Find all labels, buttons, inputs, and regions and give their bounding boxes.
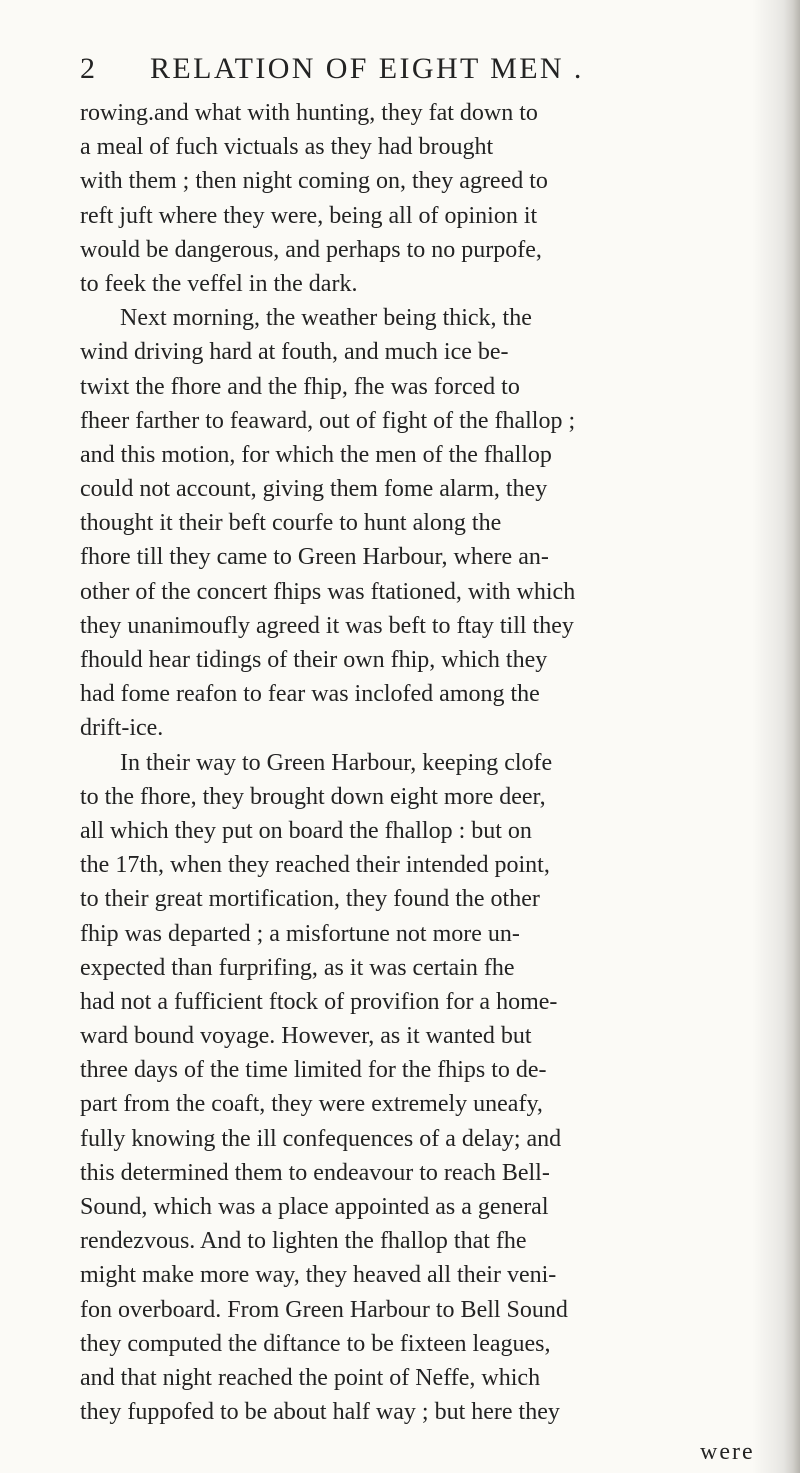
page-number: 2 bbox=[80, 52, 96, 85]
text-line: a meal of fuch victuals as they had brought bbox=[80, 134, 494, 161]
text-line: fhip was departed ; a misfortune not more un- bbox=[80, 920, 520, 947]
text-line: the 17th, when they reached their intended point, bbox=[80, 852, 550, 879]
text-line: fhould hear tidings of their own fhip, which they bbox=[80, 647, 548, 673]
text-line: Sound, which was a place appointed as a general bbox=[80, 1194, 549, 1220]
text-line: fully knowing the ill confequences of a delay; and bbox=[80, 1125, 562, 1152]
text-line: reft juft where they were, being all of opinion it bbox=[80, 202, 538, 229]
text-line: rendezvous. And to lighten the fhallop that fhe bbox=[80, 1228, 527, 1255]
text-line: with them ; then night coming on, they agreed to bbox=[80, 168, 548, 195]
text-line: fheer farther to feaward, out of fight of the fhallop ; bbox=[80, 407, 576, 434]
paragraph-start-line: In their way to Green Harbour, keeping clofe bbox=[120, 749, 553, 776]
body-text bbox=[80, 96, 770, 1429]
text-line: had not a fufficient ftock of provifion for a home- bbox=[80, 988, 558, 1015]
text-line: this determined them to endeavour to reach Bell- bbox=[80, 1159, 550, 1186]
text-line: part from the coaft, they were extremely uneafy, bbox=[80, 1091, 543, 1118]
text-line: would be dangerous, and perhaps to no purpofe, bbox=[80, 236, 542, 263]
text-line: ward bound voyage. However, as it wanted but bbox=[80, 1023, 532, 1050]
text-line: to feek the veffel in the dark. bbox=[80, 270, 358, 297]
text-line: they unanimoufly agreed it was beft to ftay till they bbox=[80, 612, 574, 639]
text-line: they fuppofed to be about half way ; but here they bbox=[80, 1399, 560, 1426]
page-header bbox=[80, 52, 760, 88]
text-line: all which they put on board the fhallop : but on bbox=[80, 817, 532, 844]
text-line: and this motion, for which the men of the fhallop bbox=[80, 441, 552, 468]
text-line: fhore till they came to Green Harbour, where an- bbox=[80, 544, 549, 571]
text-line: had fome reafon to fear was inclofed among the bbox=[80, 681, 540, 708]
text-line: fon overboard. From Green Harbour to Bell Sound bbox=[80, 1296, 568, 1323]
page-edge-shadow bbox=[784, 0, 800, 1473]
text-line: drift-ice. bbox=[80, 715, 164, 742]
text-line: and that night reached the point of Neffe, which bbox=[80, 1364, 541, 1391]
text-line: thought it their beft courfe to hunt along the bbox=[80, 510, 502, 537]
text-line: other of the concert fhips was ftationed, with which bbox=[80, 578, 576, 605]
running-head: RELATION OF EIGHT MEN . bbox=[150, 52, 584, 85]
text-line: they computed the diftance to be fixteen leagues, bbox=[80, 1330, 551, 1357]
text-line: wind driving hard at fouth, and much ice be- bbox=[80, 339, 509, 366]
text-line: to their great mortification, they found the other bbox=[80, 886, 540, 913]
text-line: rowing.and what with hunting, they fat down to bbox=[80, 100, 538, 126]
text-line: three days of the time limited for the fhips to de- bbox=[80, 1057, 547, 1084]
text-line: to the fhore, they brought down eight more deer, bbox=[80, 783, 546, 810]
catchword: were bbox=[700, 1439, 755, 1465]
text-line: twixt the fhore and the fhip, fhe was forced to bbox=[80, 373, 520, 400]
paragraph-start-line: Next morning, the weather being thick, the bbox=[120, 305, 532, 332]
text-line: expected than furprifing, as it was certain fhe bbox=[80, 954, 515, 981]
text-line: could not account, giving them fome alarm, they bbox=[80, 476, 548, 503]
text-line: might make more way, they heaved all their veni- bbox=[80, 1262, 557, 1289]
